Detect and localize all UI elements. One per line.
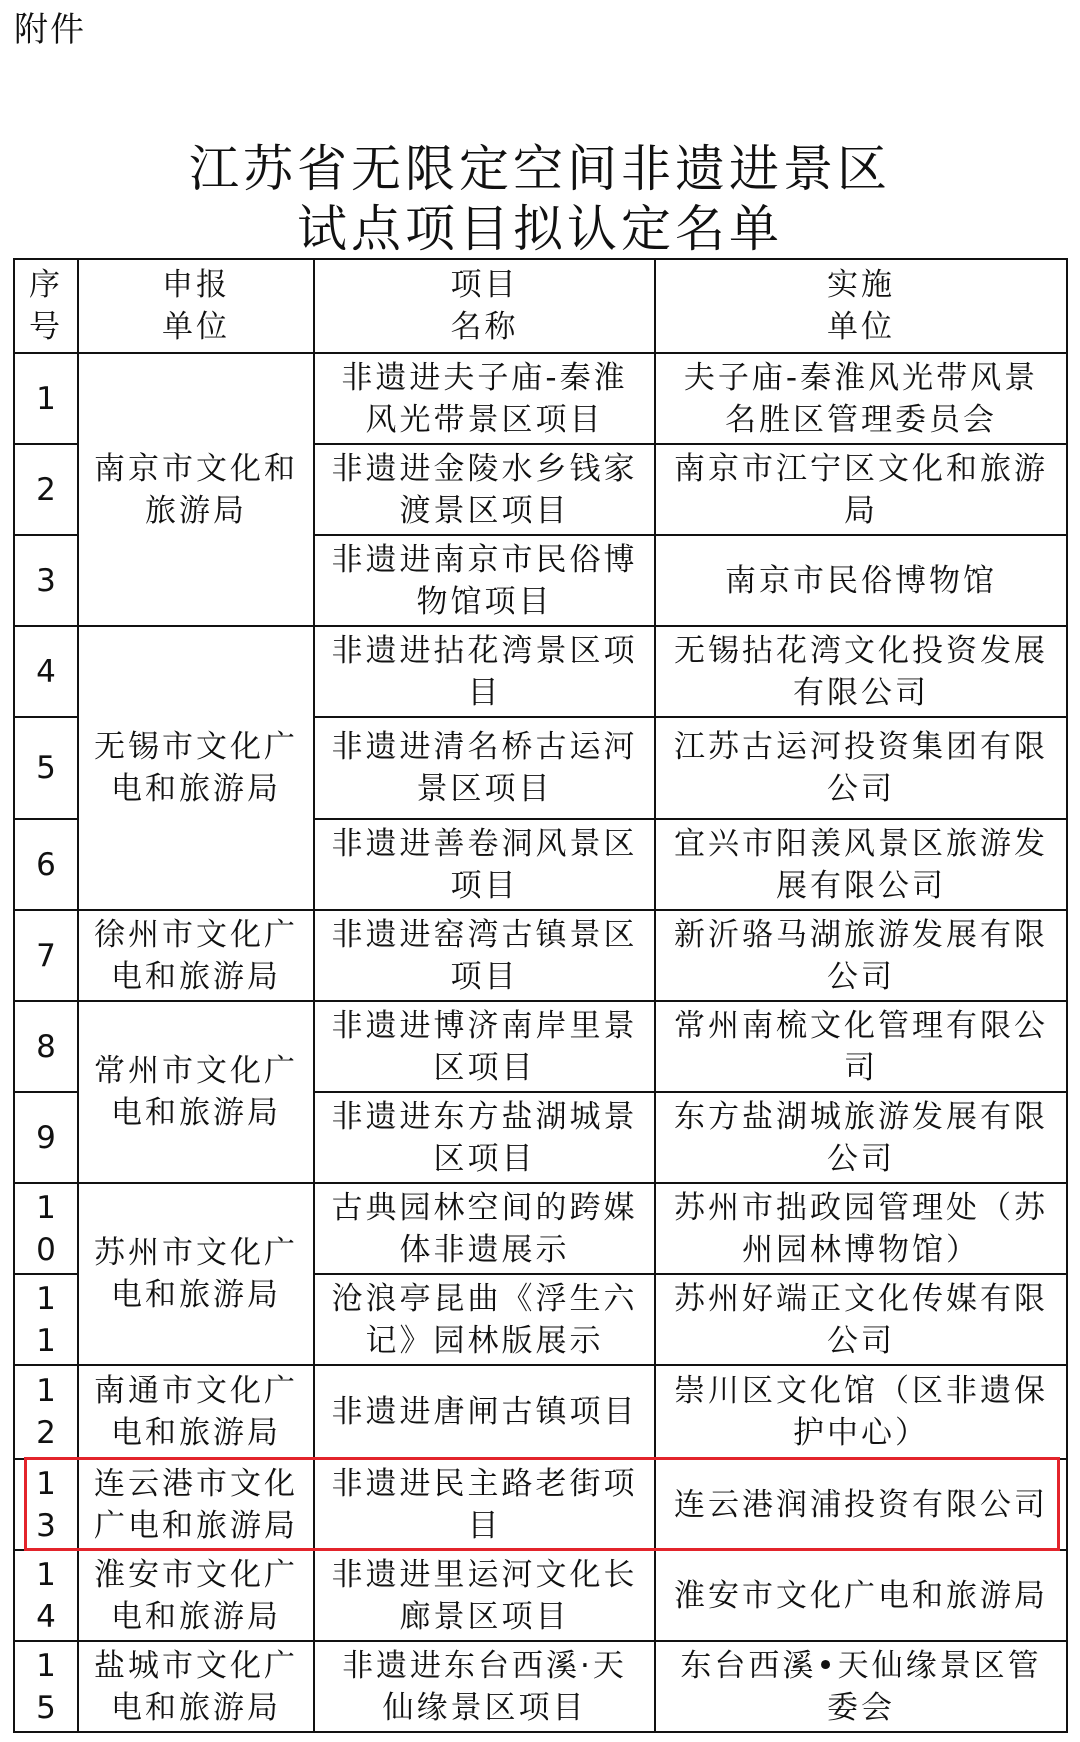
implementer-name-line: 公司 (827, 1140, 895, 1177)
applicant-name-line: 苏州市文化广 (94, 1235, 298, 1271)
applicant-name-line: 电和旅游局 (111, 1689, 281, 1726)
row-number-cell (14, 1365, 78, 1459)
row-number-cell (14, 626, 78, 717)
implementer-name-line: 东台西溪•天仙缘景区管 (680, 1647, 1042, 1684)
header-project-line: 名称 (450, 309, 519, 345)
table-row (14, 353, 1067, 444)
project-name-line: 非遗进东台西溪·天 (342, 1647, 627, 1684)
row-number-cell (14, 444, 78, 535)
row-number: 12 (36, 1373, 56, 1451)
project-name-line: 目 (467, 674, 502, 711)
row-number: 8 (36, 1028, 56, 1065)
header-implementer (655, 259, 1067, 353)
applicant-name-line: 广电和旅游局 (94, 1507, 298, 1544)
applicant-name-line: 旅游局 (145, 492, 247, 529)
implementer-cell (655, 819, 1067, 910)
implementer-cell (655, 353, 1067, 444)
applicant-name-line: 无锡市文化广 (94, 729, 298, 765)
row-number: 5 (36, 750, 56, 786)
row-number: 4 (36, 653, 56, 690)
implementer-name-line: 局 (844, 492, 878, 529)
row-number: 1 (36, 380, 56, 417)
header-seq-line: 序 (29, 267, 63, 303)
row-number-cell (14, 1641, 78, 1732)
project-name-cell (314, 1092, 655, 1183)
project-name-cell (314, 535, 655, 626)
implementer-name-line: 南京市江宁区文化和旅游 (674, 450, 1048, 487)
implementer-name-line: 东方盐湖城旅游发展有限 (674, 1098, 1048, 1135)
header-applicant (78, 259, 314, 353)
document-title (0, 139, 1080, 259)
applicant-name-line: 电和旅游局 (111, 1095, 281, 1131)
row-number: 11 (36, 1280, 56, 1359)
project-name-line: 古典园林空间的跨媒 (331, 1189, 638, 1226)
title-line-1: 江苏省无限定空间非遗进景区 (189, 140, 891, 198)
implementer-name-line: 有限公司 (793, 674, 929, 711)
table-row (14, 910, 1067, 1001)
applicant-cell (78, 1550, 314, 1641)
applicant-cell (78, 1641, 314, 1732)
header-project (314, 259, 655, 353)
attachment-label: 附件 (14, 10, 86, 50)
project-name-line: 非遗进金陵水乡钱家 (331, 450, 638, 487)
project-name-line: 非遗进东方盐湖城景 (331, 1098, 638, 1135)
applicant-name-line: 电和旅游局 (111, 1277, 281, 1313)
applicant-cell (78, 1459, 314, 1550)
row-number-cell (14, 353, 78, 444)
applicant-name-line: 连云港市文化 (94, 1465, 298, 1502)
row-number: 10 (36, 1189, 56, 1268)
table-header-row (14, 259, 1067, 353)
project-name-line: 非遗进里运河文化长 (331, 1556, 638, 1593)
project-name-line: 区项目 (433, 1140, 536, 1177)
implementer-name-line: 淮安市文化广电和旅游局 (674, 1577, 1048, 1614)
project-name-line: 记》园林版展示 (365, 1322, 604, 1359)
implementer-cell (655, 1365, 1067, 1459)
row-number-cell (14, 819, 78, 910)
row-number: 14 (36, 1556, 56, 1635)
applicant-name-line: 盐城市文化广 (94, 1647, 298, 1684)
project-name-line: 景区项目 (416, 771, 553, 807)
project-name-line: 项目 (450, 867, 519, 904)
applicant-name-line: 常州市文化广 (94, 1053, 298, 1089)
implementer-cell (655, 626, 1067, 717)
table-row (14, 626, 1067, 717)
row-number: 2 (36, 471, 56, 508)
project-name-cell (314, 1365, 655, 1459)
table-row (14, 1183, 1067, 1274)
implementer-name-line: 无锡拈花湾文化投资发展 (674, 632, 1048, 669)
table-row (14, 1001, 1067, 1092)
applicant-name-line: 电和旅游局 (111, 958, 281, 995)
implementer-name-line: 崇川区文化馆（区非遗保 (674, 1373, 1048, 1409)
implementer-name-line: 公司 (827, 958, 895, 995)
implementer-cell (655, 1459, 1067, 1550)
applicant-name-line: 南京市文化和 (94, 450, 298, 487)
project-name-line: 非遗进拈花湾景区项 (331, 632, 638, 669)
project-name-cell (314, 353, 655, 444)
project-name-line: 沧浪亭昆曲《浮生六 (331, 1280, 638, 1317)
implementer-name-line: 委会 (827, 1689, 895, 1726)
row-number: 9 (36, 1119, 56, 1156)
row-number-cell (14, 1274, 78, 1365)
implementer-name-line: 新沂骆马湖旅游发展有限 (674, 916, 1048, 953)
row-number-cell (14, 1001, 78, 1092)
implementer-cell (655, 1092, 1067, 1183)
header-implementer-line: 单位 (827, 309, 895, 345)
implementer-name-line: 展有限公司 (776, 867, 946, 904)
applicant-cell (78, 1183, 314, 1365)
implementer-cell (655, 1274, 1067, 1365)
project-name-line: 项目 (450, 958, 519, 995)
project-name-cell (314, 1459, 655, 1550)
project-name-cell (314, 1183, 655, 1274)
project-name-line: 区项目 (433, 1049, 536, 1086)
project-name-line: 非遗进博济南岸里景 (331, 1007, 638, 1044)
project-name-cell (314, 1641, 655, 1732)
header-seq-line: 号 (29, 309, 63, 345)
row-number-cell (14, 910, 78, 1001)
project-name-line: 仙缘景区项目 (382, 1689, 587, 1726)
project-name-line: 目 (467, 1507, 502, 1544)
implementer-cell (655, 1550, 1067, 1641)
implementer-name-line: 连云港润浦投资有限公司 (674, 1486, 1048, 1523)
row-number-cell (14, 535, 78, 626)
implementer-name-line: 公司 (827, 1322, 895, 1359)
applicant-cell (78, 353, 314, 626)
project-name-cell (314, 1001, 655, 1092)
implementer-cell (655, 1641, 1067, 1732)
pilot-project-table (13, 258, 1068, 1733)
header-applicant-line: 申报 (162, 267, 230, 303)
implementer-cell (655, 910, 1067, 1001)
project-name-line: 非遗进夫子庙-秦淮 (341, 359, 628, 396)
implementer-name-line: 常州南梳文化管理有限公 (674, 1007, 1048, 1044)
project-name-cell (314, 910, 655, 1001)
project-name-cell (314, 626, 655, 717)
implementer-name-line: 名胜区管理委员会 (725, 401, 997, 438)
row-number-cell (14, 1459, 78, 1550)
table-row (14, 1550, 1067, 1641)
project-name-cell (314, 717, 655, 819)
row-number-cell (14, 1183, 78, 1274)
project-name-cell (314, 1550, 655, 1641)
header-implementer-line: 实施 (827, 267, 895, 303)
implementer-name-line: 苏州好端正文化传媒有限 (674, 1280, 1048, 1317)
row-number-cell (14, 1092, 78, 1183)
project-name-line: 渡景区项目 (399, 492, 570, 529)
implementer-cell (655, 1183, 1067, 1274)
table-row (14, 1641, 1067, 1732)
table-body (14, 353, 1067, 1732)
implementer-name-line: 宜兴市阳羡风景区旅游发 (674, 825, 1048, 862)
header-seq (14, 259, 78, 353)
header-project-line: 项目 (450, 267, 519, 303)
applicant-name-line: 电和旅游局 (111, 1598, 281, 1635)
applicant-name-line: 电和旅游局 (111, 771, 281, 807)
applicant-cell (78, 1365, 314, 1459)
implementer-name-line: 护中心） (793, 1415, 929, 1451)
table-row (14, 1459, 1067, 1550)
implementer-name-line: 州园林博物馆） (742, 1231, 980, 1268)
project-name-line: 物馆项目 (416, 583, 553, 620)
row-number: 13 (36, 1465, 56, 1544)
project-name-line: 非遗进窑湾古镇景区 (331, 916, 638, 953)
implementer-name-line: 南京市民俗博物馆 (725, 562, 997, 599)
implementer-name-line: 江苏古运河投资集团有限 (674, 729, 1048, 765)
implementer-name-line: 夫子庙-秦淮风光带风景 (683, 359, 1039, 396)
project-name-line: 非遗进善卷洞风景区 (331, 825, 638, 862)
project-name-cell (314, 819, 655, 910)
implementer-name-line: 司 (844, 1049, 878, 1086)
project-name-line: 非遗进清名桥古运河 (331, 729, 638, 765)
applicant-cell (78, 626, 314, 910)
implementer-cell (655, 535, 1067, 626)
project-name-line: 非遗进唐闸古镇项目 (331, 1394, 638, 1430)
row-number: 3 (36, 562, 56, 599)
applicant-name-line: 电和旅游局 (111, 1415, 281, 1451)
row-number-cell (14, 1550, 78, 1641)
project-name-line: 体非遗展示 (399, 1231, 570, 1268)
applicant-name-line: 淮安市文化广 (94, 1556, 298, 1593)
implementer-cell (655, 444, 1067, 535)
project-name-line: 非遗进南京市民俗博 (331, 541, 638, 578)
project-name-line: 非遗进民主路老街项 (331, 1465, 638, 1502)
applicant-name-line: 徐州市文化广 (94, 916, 298, 953)
project-name-line: 廊景区项目 (399, 1598, 570, 1635)
project-name-line: 风光带景区项目 (365, 401, 604, 438)
row-number: 7 (36, 937, 56, 974)
title-line-2: 试点项目拟认定名单 (297, 200, 783, 258)
project-name-cell (314, 1274, 655, 1365)
table-row (14, 1365, 1067, 1459)
row-number-cell (14, 717, 78, 819)
project-name-cell (314, 444, 655, 535)
header-applicant-line: 单位 (162, 309, 230, 345)
implementer-cell (655, 717, 1067, 819)
applicant-name-line: 南通市文化广 (94, 1373, 298, 1409)
implementer-name-line: 公司 (827, 771, 895, 807)
row-number: 6 (36, 846, 56, 883)
row-number: 15 (36, 1647, 56, 1726)
implementer-cell (655, 1001, 1067, 1092)
applicant-cell (78, 910, 314, 1001)
applicant-cell (78, 1001, 314, 1183)
implementer-name-line: 苏州市拙政园管理处（苏 (674, 1189, 1048, 1226)
